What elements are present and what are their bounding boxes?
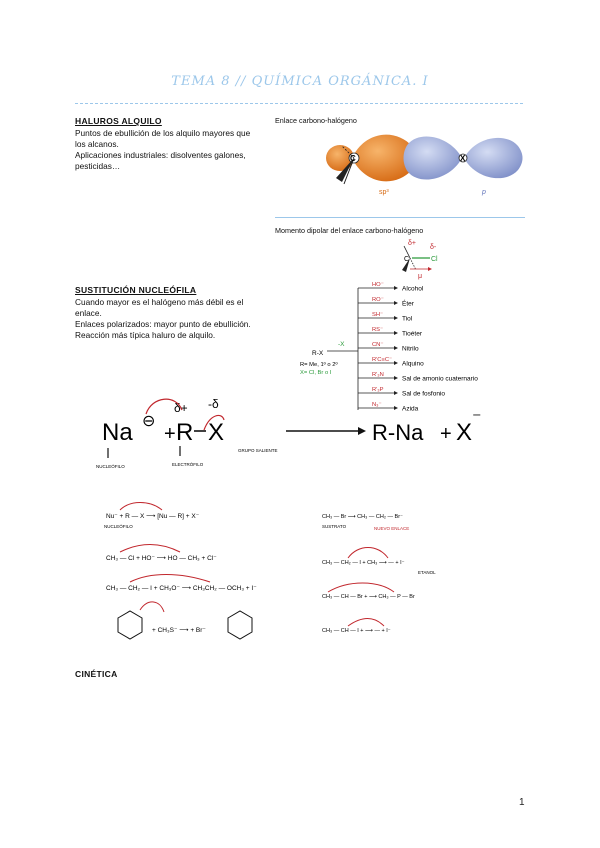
- haluros-line: los alcanos.: [75, 139, 119, 149]
- dipole-arrow-head: [428, 267, 432, 271]
- right-label: ETANOL: [418, 570, 436, 575]
- eq-plus: +: [164, 423, 176, 445]
- chart-product: Nitrilo: [402, 345, 419, 353]
- figure-divider: [275, 217, 525, 218]
- chart-branch-arrowhead: [394, 376, 398, 380]
- chart-reagent: N₃⁻: [372, 402, 382, 408]
- section-heading-cinetica: CINÉTICA: [75, 669, 118, 679]
- handwritten-reactions-right: [318, 480, 528, 660]
- chart-branch-arrowhead: [394, 286, 398, 290]
- left-curved-arrow: [120, 503, 162, 511]
- left-reaction: + CH₃S⁻ ⟶ + Br⁻: [152, 627, 206, 634]
- chart-condition: R= Me, 1º o 2º: [300, 362, 338, 368]
- chart-product: Alcohol: [402, 285, 424, 293]
- dipole-cl-label: Cl: [431, 256, 438, 263]
- right-label: NUEVO ENLACE: [374, 526, 410, 531]
- chart-branch-arrowhead: [394, 331, 398, 335]
- right-reaction: CH₃ — CH₂ — I + CH₃ ⟶ — + I⁻: [322, 560, 405, 566]
- chart-reagent: HO⁻: [372, 282, 384, 288]
- section-heading-sustitucion: SUSTITUCIÓN NUCLEÓFILA: [75, 285, 197, 295]
- eq-label-electrofilo: ELECTRÓFILO: [172, 462, 204, 467]
- chart-reagent: RS⁻: [372, 327, 384, 333]
- chart-reagent: SH⁻: [372, 312, 384, 318]
- right-reaction: CH₃ — CH — I + ⟶ — + I⁻: [322, 628, 391, 634]
- eq-reaction-arrowhead: [358, 427, 366, 435]
- dipole-c-label: C: [404, 256, 410, 263]
- chart-product: Sal de fosfonio: [402, 390, 446, 398]
- haluros-line: pesticidas…: [75, 161, 121, 171]
- page-number: 1: [519, 797, 525, 808]
- sp3-label: sp³: [379, 189, 389, 196]
- right-curved-arrow: [328, 583, 394, 592]
- eq-product-left: R-Na: [372, 420, 424, 445]
- chart-reagent: RO⁻: [372, 297, 384, 303]
- section-heading-haluros: HALUROS ALQUILO: [75, 116, 162, 126]
- eq-delta-plus: δ+: [174, 401, 188, 415]
- eq-r: R: [176, 419, 194, 446]
- chart-branch-arrowhead: [394, 316, 398, 320]
- sustitucion-text: [75, 297, 280, 341]
- sustitucion-line: Cuando mayor es el halógeno más débil es el: [75, 297, 244, 307]
- cyclohexane-ring: [118, 611, 142, 639]
- eq-nucleophile: Na: [102, 419, 133, 446]
- p-lobe-left: [404, 136, 463, 179]
- left-reaction: CH₃ — Cl + HO⁻ ⟶ HO — CH₃ + Cl⁻: [106, 555, 217, 562]
- title-divider: [75, 103, 523, 104]
- chart-branch-arrowhead: [394, 346, 398, 350]
- right-curved-arrow: [348, 619, 384, 627]
- chart-branch-arrowhead: [394, 301, 398, 305]
- eq-delta-minus: -δ: [208, 397, 219, 411]
- left-reaction: CH₃ — CH₂ — I + CH₃O⁻ ⟶ CH₃CH₂ — OCH₃ + I⁻: [106, 585, 257, 592]
- eq-plus2: +: [440, 423, 452, 445]
- eq-label-nucleofilo: NUCLEÓFILO: [96, 464, 125, 469]
- chart-substrate: R-X: [312, 350, 324, 357]
- chart-reagent: R'₃N: [372, 372, 384, 378]
- chart-condition: X= Cl, Br o I: [300, 370, 332, 376]
- chart-product: Azida: [402, 405, 419, 413]
- sustitucion-line: Enlaces polarizados: mayor punto de ebullición.: [75, 319, 251, 329]
- p-lobe-right: [464, 138, 523, 178]
- chart-product: Alquino: [402, 360, 424, 368]
- left-label: NUCLEÓFILO: [104, 524, 133, 529]
- haluros-line: Puntos de ebullición de los alquilo mayores que: [75, 128, 251, 138]
- chart-reagent: R'₃P: [372, 387, 384, 393]
- handwritten-reactions-left: [100, 480, 310, 660]
- left-curved-arrow: [140, 602, 164, 612]
- haluros-line: Aplicaciones industriales: disolventes galones,: [75, 150, 246, 160]
- chart-reagent: CN⁻: [372, 342, 384, 348]
- eq-charge: ⊖: [142, 413, 156, 430]
- dipole-delta-minus: δ-: [430, 244, 437, 251]
- bond-figure-caption: Enlace carbono-halógeno: [275, 116, 357, 125]
- cyclohexane-ring: [228, 611, 252, 639]
- eq-minus: ⁻: [472, 408, 482, 428]
- p-label: p: [482, 189, 486, 196]
- right-reaction: CH₃ — CH — Br + ⟶ CH₃ — P — Br: [322, 594, 415, 600]
- right-reaction: CH₃ — Br ⟶ CH₃ — CH₂ — Br⁻: [322, 514, 403, 520]
- bond-orbital-figure: [270, 126, 530, 198]
- eq-x: X: [208, 419, 225, 446]
- chart-branch-arrowhead: [394, 361, 398, 365]
- bond-x-label: X: [460, 154, 466, 163]
- dipole-delta-plus: δ+: [408, 240, 416, 247]
- dipole-figure: [390, 236, 460, 280]
- sustitucion-line: Reacción más típica haluro de alquilo.: [75, 330, 216, 340]
- chart-product: Sal de amonio cuaternario: [402, 375, 478, 383]
- chart-product: Tioéter: [402, 330, 422, 338]
- right-curved-arrow: [348, 548, 388, 559]
- chart-product: Éter: [402, 300, 414, 308]
- left-curved-arrow: [130, 575, 210, 583]
- right-label: SUSTRATO: [322, 524, 347, 529]
- left-curved-arrow: [120, 545, 180, 553]
- eq-label-grupo: GRUPO SALIENTE: [238, 448, 278, 453]
- bond-c-label: C: [350, 154, 356, 163]
- eq-product-right: X: [456, 419, 473, 446]
- left-reaction: Nu⁻ + R — X ⟶ [Nu — R] + X⁻: [106, 513, 200, 520]
- dipole-figure-caption: Momento dipolar del enlace carbono-halógeno: [275, 226, 424, 235]
- chart-reagent: R'C≡C⁻: [372, 357, 393, 363]
- chart-leaving-group: -X: [338, 341, 345, 348]
- haluros-text: [75, 128, 275, 172]
- chart-product: Tiol: [402, 315, 413, 323]
- sustitucion-line: enlace.: [75, 308, 102, 318]
- dipole-dashed: [410, 258, 416, 270]
- main-equation: [90, 390, 530, 470]
- page-title: TEMA 8 // QUÍMICA ORGÁNICA. I: [171, 74, 429, 89]
- dipole-mu-label: μ: [418, 273, 423, 280]
